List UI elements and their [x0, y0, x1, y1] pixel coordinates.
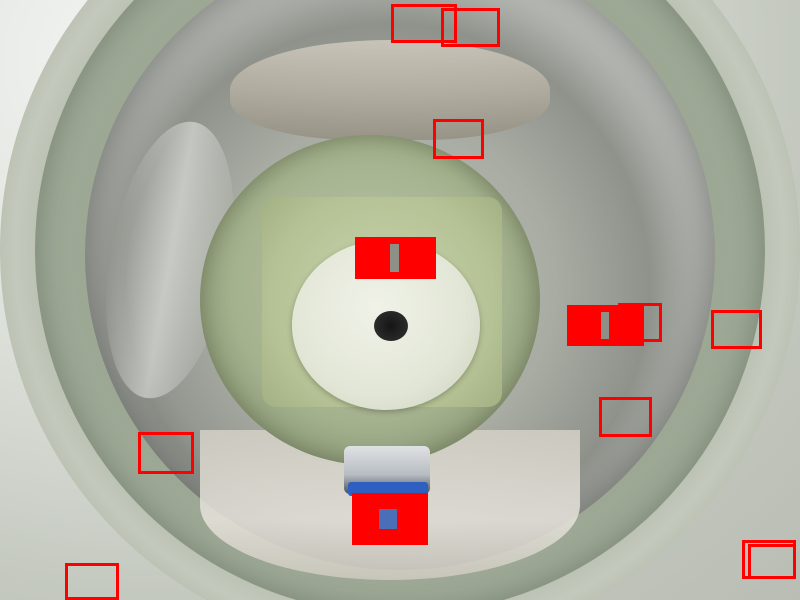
bbox-top-2 — [441, 8, 500, 47]
bbox-far-right — [711, 310, 762, 349]
bbox-bottom-right-2 — [748, 544, 796, 579]
bbox-right-lower — [599, 397, 652, 437]
room-reflection — [230, 40, 550, 140]
bbox-right-outline — [618, 303, 662, 342]
bbox-right-filled-notch — [601, 312, 609, 339]
bbox-upper-center — [433, 119, 484, 159]
center-hole — [374, 311, 408, 341]
bbox-bottom-left — [65, 563, 119, 600]
bbox-disc-top-notch — [390, 244, 399, 272]
bbox-left — [138, 432, 194, 474]
bbox-robot-notch — [379, 509, 397, 529]
